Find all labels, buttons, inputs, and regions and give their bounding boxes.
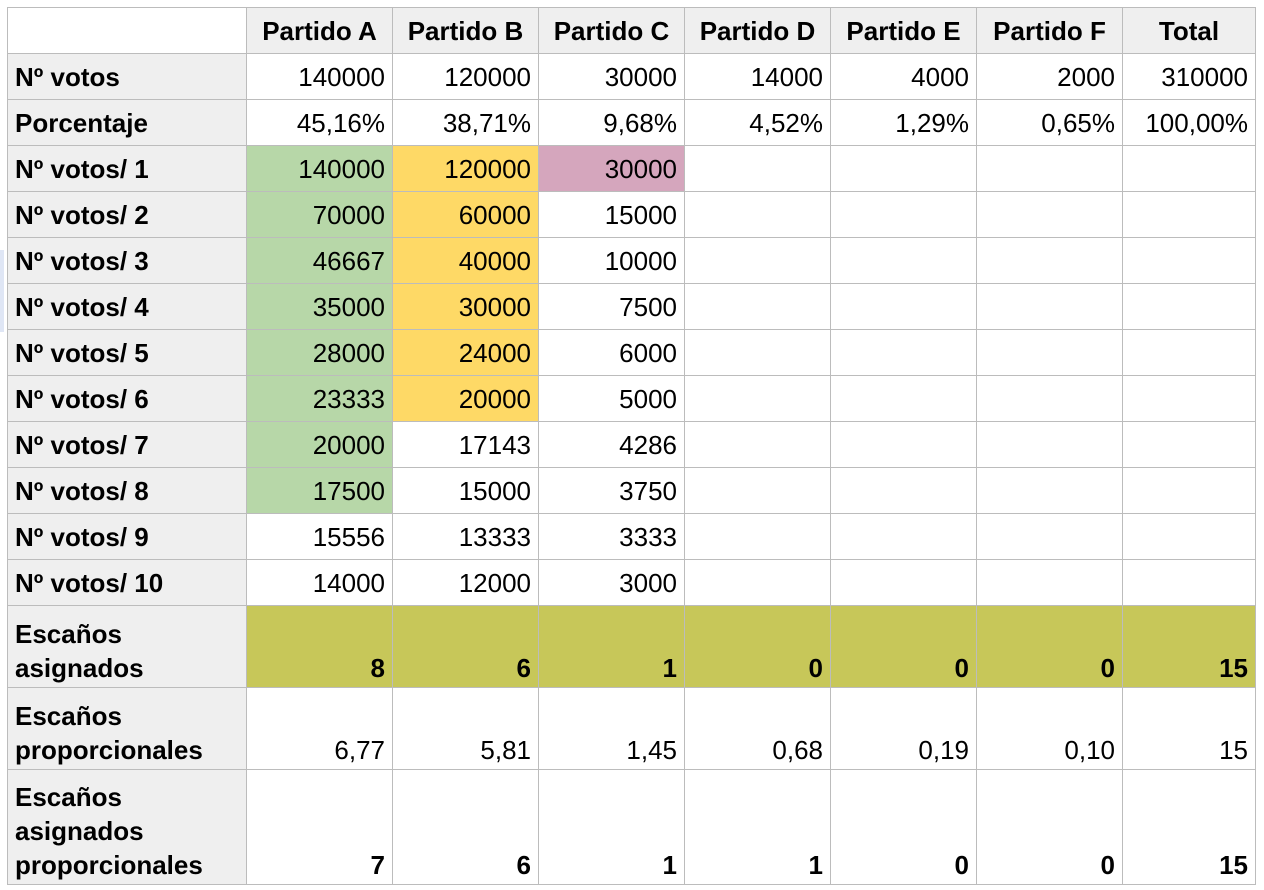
cell[interactable] bbox=[1123, 376, 1256, 422]
cell[interactable] bbox=[685, 238, 831, 284]
cell[interactable] bbox=[831, 468, 977, 514]
cell[interactable] bbox=[977, 560, 1123, 606]
cell[interactable]: 35000 bbox=[247, 284, 393, 330]
corner-cell[interactable] bbox=[8, 8, 247, 54]
cell[interactable]: 6 bbox=[393, 770, 539, 885]
cell[interactable] bbox=[685, 284, 831, 330]
cell[interactable] bbox=[685, 146, 831, 192]
cell[interactable] bbox=[831, 376, 977, 422]
cell[interactable]: 15000 bbox=[539, 192, 685, 238]
cell[interactable] bbox=[977, 514, 1123, 560]
cell[interactable] bbox=[977, 468, 1123, 514]
table-row-votes bbox=[8, 54, 1256, 100]
column-header-total[interactable]: Total bbox=[1123, 8, 1256, 54]
cell[interactable] bbox=[977, 376, 1123, 422]
table-row-quotient bbox=[8, 146, 1256, 192]
table-row-quotient bbox=[8, 330, 1256, 376]
cell[interactable]: 3000 bbox=[539, 560, 685, 606]
row-label[interactable]: Nº votos/ 6 bbox=[8, 376, 247, 422]
cell[interactable]: 4286 bbox=[539, 422, 685, 468]
cell[interactable]: 24000 bbox=[393, 330, 539, 376]
table-row-quotient bbox=[8, 422, 1256, 468]
cell[interactable]: 12000 bbox=[393, 560, 539, 606]
cell[interactable]: 0 bbox=[977, 606, 1123, 688]
cell[interactable]: 38,71% bbox=[393, 100, 539, 146]
cell[interactable]: 0,19 bbox=[831, 688, 977, 770]
row-label[interactable]: Nº votos/ 3 bbox=[8, 238, 247, 284]
cell[interactable] bbox=[977, 238, 1123, 284]
cell[interactable]: 1,29% bbox=[831, 100, 977, 146]
cell[interactable]: 6,77 bbox=[247, 688, 393, 770]
cell[interactable]: 140000 bbox=[247, 146, 393, 192]
cell[interactable]: 15 bbox=[1123, 606, 1256, 688]
cell[interactable] bbox=[1123, 238, 1256, 284]
cell[interactable]: 120000 bbox=[393, 146, 539, 192]
cell[interactable]: 6 bbox=[393, 606, 539, 688]
cell[interactable] bbox=[685, 376, 831, 422]
column-header-partido-b[interactable]: Partido B bbox=[393, 8, 539, 54]
cell[interactable] bbox=[831, 284, 977, 330]
row-label[interactable]: Nº votos/ 1 bbox=[8, 146, 247, 192]
cell[interactable]: 23333 bbox=[247, 376, 393, 422]
cell[interactable]: 15 bbox=[1123, 770, 1256, 885]
cell[interactable]: 30000 bbox=[393, 284, 539, 330]
row-label[interactable]: Porcentaje bbox=[8, 100, 247, 146]
cell[interactable] bbox=[685, 514, 831, 560]
cell[interactable] bbox=[831, 330, 977, 376]
row-label[interactable]: Nº votos/ 9 bbox=[8, 514, 247, 560]
cell[interactable]: 4,52% bbox=[685, 100, 831, 146]
cell[interactable]: 1 bbox=[539, 770, 685, 885]
cell[interactable]: 7 bbox=[247, 770, 393, 885]
row-label[interactable]: Nº votos bbox=[8, 54, 247, 100]
table-row-quotient bbox=[8, 238, 1256, 284]
cell[interactable]: 0 bbox=[685, 606, 831, 688]
cell[interactable] bbox=[831, 146, 977, 192]
cell[interactable]: 70000 bbox=[247, 192, 393, 238]
column-header-partido-e[interactable]: Partido E bbox=[831, 8, 977, 54]
row-label[interactable]: Nº votos/ 7 bbox=[8, 422, 247, 468]
cell[interactable]: 0,10 bbox=[977, 688, 1123, 770]
cell[interactable] bbox=[831, 238, 977, 284]
row-label[interactable]: Escaños asignados proporcionales bbox=[8, 770, 247, 885]
cell[interactable]: 14000 bbox=[247, 560, 393, 606]
cell[interactable] bbox=[1123, 560, 1256, 606]
cell[interactable]: 17500 bbox=[247, 468, 393, 514]
cell[interactable]: 15000 bbox=[393, 468, 539, 514]
cell[interactable]: 7500 bbox=[539, 284, 685, 330]
column-header-partido-d[interactable]: Partido D bbox=[685, 8, 831, 54]
cell[interactable]: 60000 bbox=[393, 192, 539, 238]
cell[interactable]: 30000 bbox=[539, 54, 685, 100]
cell[interactable] bbox=[685, 560, 831, 606]
row-label[interactable]: Nº votos/ 4 bbox=[8, 284, 247, 330]
cell[interactable]: 46667 bbox=[247, 238, 393, 284]
cell[interactable] bbox=[831, 422, 977, 468]
cell[interactable]: 15556 bbox=[247, 514, 393, 560]
table-row-quotient bbox=[8, 468, 1256, 514]
cell[interactable]: 30000 bbox=[539, 146, 685, 192]
cell[interactable]: 17143 bbox=[393, 422, 539, 468]
cell[interactable] bbox=[1123, 330, 1256, 376]
cell[interactable]: 8 bbox=[247, 606, 393, 688]
cell[interactable]: 20000 bbox=[247, 422, 393, 468]
cell[interactable]: 140000 bbox=[247, 54, 393, 100]
column-header-partido-c[interactable]: Partido C bbox=[539, 8, 685, 54]
dhondt-seat-table bbox=[7, 7, 1256, 885]
cell[interactable] bbox=[685, 330, 831, 376]
table-row-quotient bbox=[8, 284, 1256, 330]
cell[interactable]: 1 bbox=[539, 606, 685, 688]
table-row-quotient bbox=[8, 376, 1256, 422]
cell[interactable]: 13333 bbox=[393, 514, 539, 560]
cell[interactable]: 9,68% bbox=[539, 100, 685, 146]
cell[interactable]: 0,65% bbox=[977, 100, 1123, 146]
cell[interactable]: 14000 bbox=[685, 54, 831, 100]
cell[interactable]: 6000 bbox=[539, 330, 685, 376]
cell[interactable] bbox=[1123, 192, 1256, 238]
cell[interactable]: 100,00% bbox=[1123, 100, 1256, 146]
cell[interactable] bbox=[831, 192, 977, 238]
cell[interactable] bbox=[685, 468, 831, 514]
cell[interactable]: 0 bbox=[831, 606, 977, 688]
cell[interactable]: 45,16% bbox=[247, 100, 393, 146]
row-label[interactable]: Nº votos/ 8 bbox=[8, 468, 247, 514]
cell[interactable] bbox=[685, 192, 831, 238]
cell[interactable] bbox=[977, 284, 1123, 330]
cell[interactable] bbox=[977, 330, 1123, 376]
cell[interactable]: 5,81 bbox=[393, 688, 539, 770]
cell[interactable] bbox=[1123, 468, 1256, 514]
cell[interactable]: 310000 bbox=[1123, 54, 1256, 100]
row-label[interactable]: Escaños proporcionales bbox=[8, 688, 247, 770]
table-row-quotient bbox=[8, 192, 1256, 238]
row-label[interactable]: Nº votos/ 10 bbox=[8, 560, 247, 606]
cell[interactable] bbox=[1123, 146, 1256, 192]
table-row-proportional-seats bbox=[8, 688, 1256, 770]
cell[interactable]: 28000 bbox=[247, 330, 393, 376]
cell[interactable]: 20000 bbox=[393, 376, 539, 422]
cell[interactable]: 120000 bbox=[393, 54, 539, 100]
cell[interactable]: 1,45 bbox=[539, 688, 685, 770]
row-label[interactable]: Nº votos/ 2 bbox=[8, 192, 247, 238]
cell[interactable] bbox=[1123, 514, 1256, 560]
cell[interactable]: 4000 bbox=[831, 54, 977, 100]
cell[interactable] bbox=[685, 422, 831, 468]
table-row-quotient bbox=[8, 560, 1256, 606]
table-row-quotient bbox=[8, 514, 1256, 560]
cell[interactable] bbox=[831, 514, 977, 560]
row-label[interactable]: Escaños asignados bbox=[8, 606, 247, 688]
row-label[interactable]: Nº votos/ 5 bbox=[8, 330, 247, 376]
cell[interactable]: 40000 bbox=[393, 238, 539, 284]
column-header-partido-f[interactable]: Partido F bbox=[977, 8, 1123, 54]
cell[interactable]: 0 bbox=[977, 770, 1123, 885]
cell[interactable]: 0,68 bbox=[685, 688, 831, 770]
selection-edge-marker bbox=[0, 250, 4, 332]
cell[interactable]: 15 bbox=[1123, 688, 1256, 770]
cell[interactable] bbox=[1123, 284, 1256, 330]
cell[interactable] bbox=[1123, 422, 1256, 468]
cell[interactable]: 1 bbox=[685, 770, 831, 885]
cell[interactable]: 3333 bbox=[539, 514, 685, 560]
cell[interactable] bbox=[831, 560, 977, 606]
table-row-seats-assigned bbox=[8, 606, 1256, 688]
cell[interactable] bbox=[977, 192, 1123, 238]
table-row-percentage bbox=[8, 100, 1256, 146]
cell[interactable]: 5000 bbox=[539, 376, 685, 422]
cell[interactable] bbox=[977, 146, 1123, 192]
column-header-partido-a[interactable]: Partido A bbox=[247, 8, 393, 54]
cell[interactable]: 3750 bbox=[539, 468, 685, 514]
cell[interactable] bbox=[977, 422, 1123, 468]
header-row bbox=[8, 8, 1256, 54]
cell[interactable]: 10000 bbox=[539, 238, 685, 284]
table-row-assigned-proportional-seats bbox=[8, 770, 1256, 885]
cell[interactable]: 2000 bbox=[977, 54, 1123, 100]
cell[interactable]: 0 bbox=[831, 770, 977, 885]
